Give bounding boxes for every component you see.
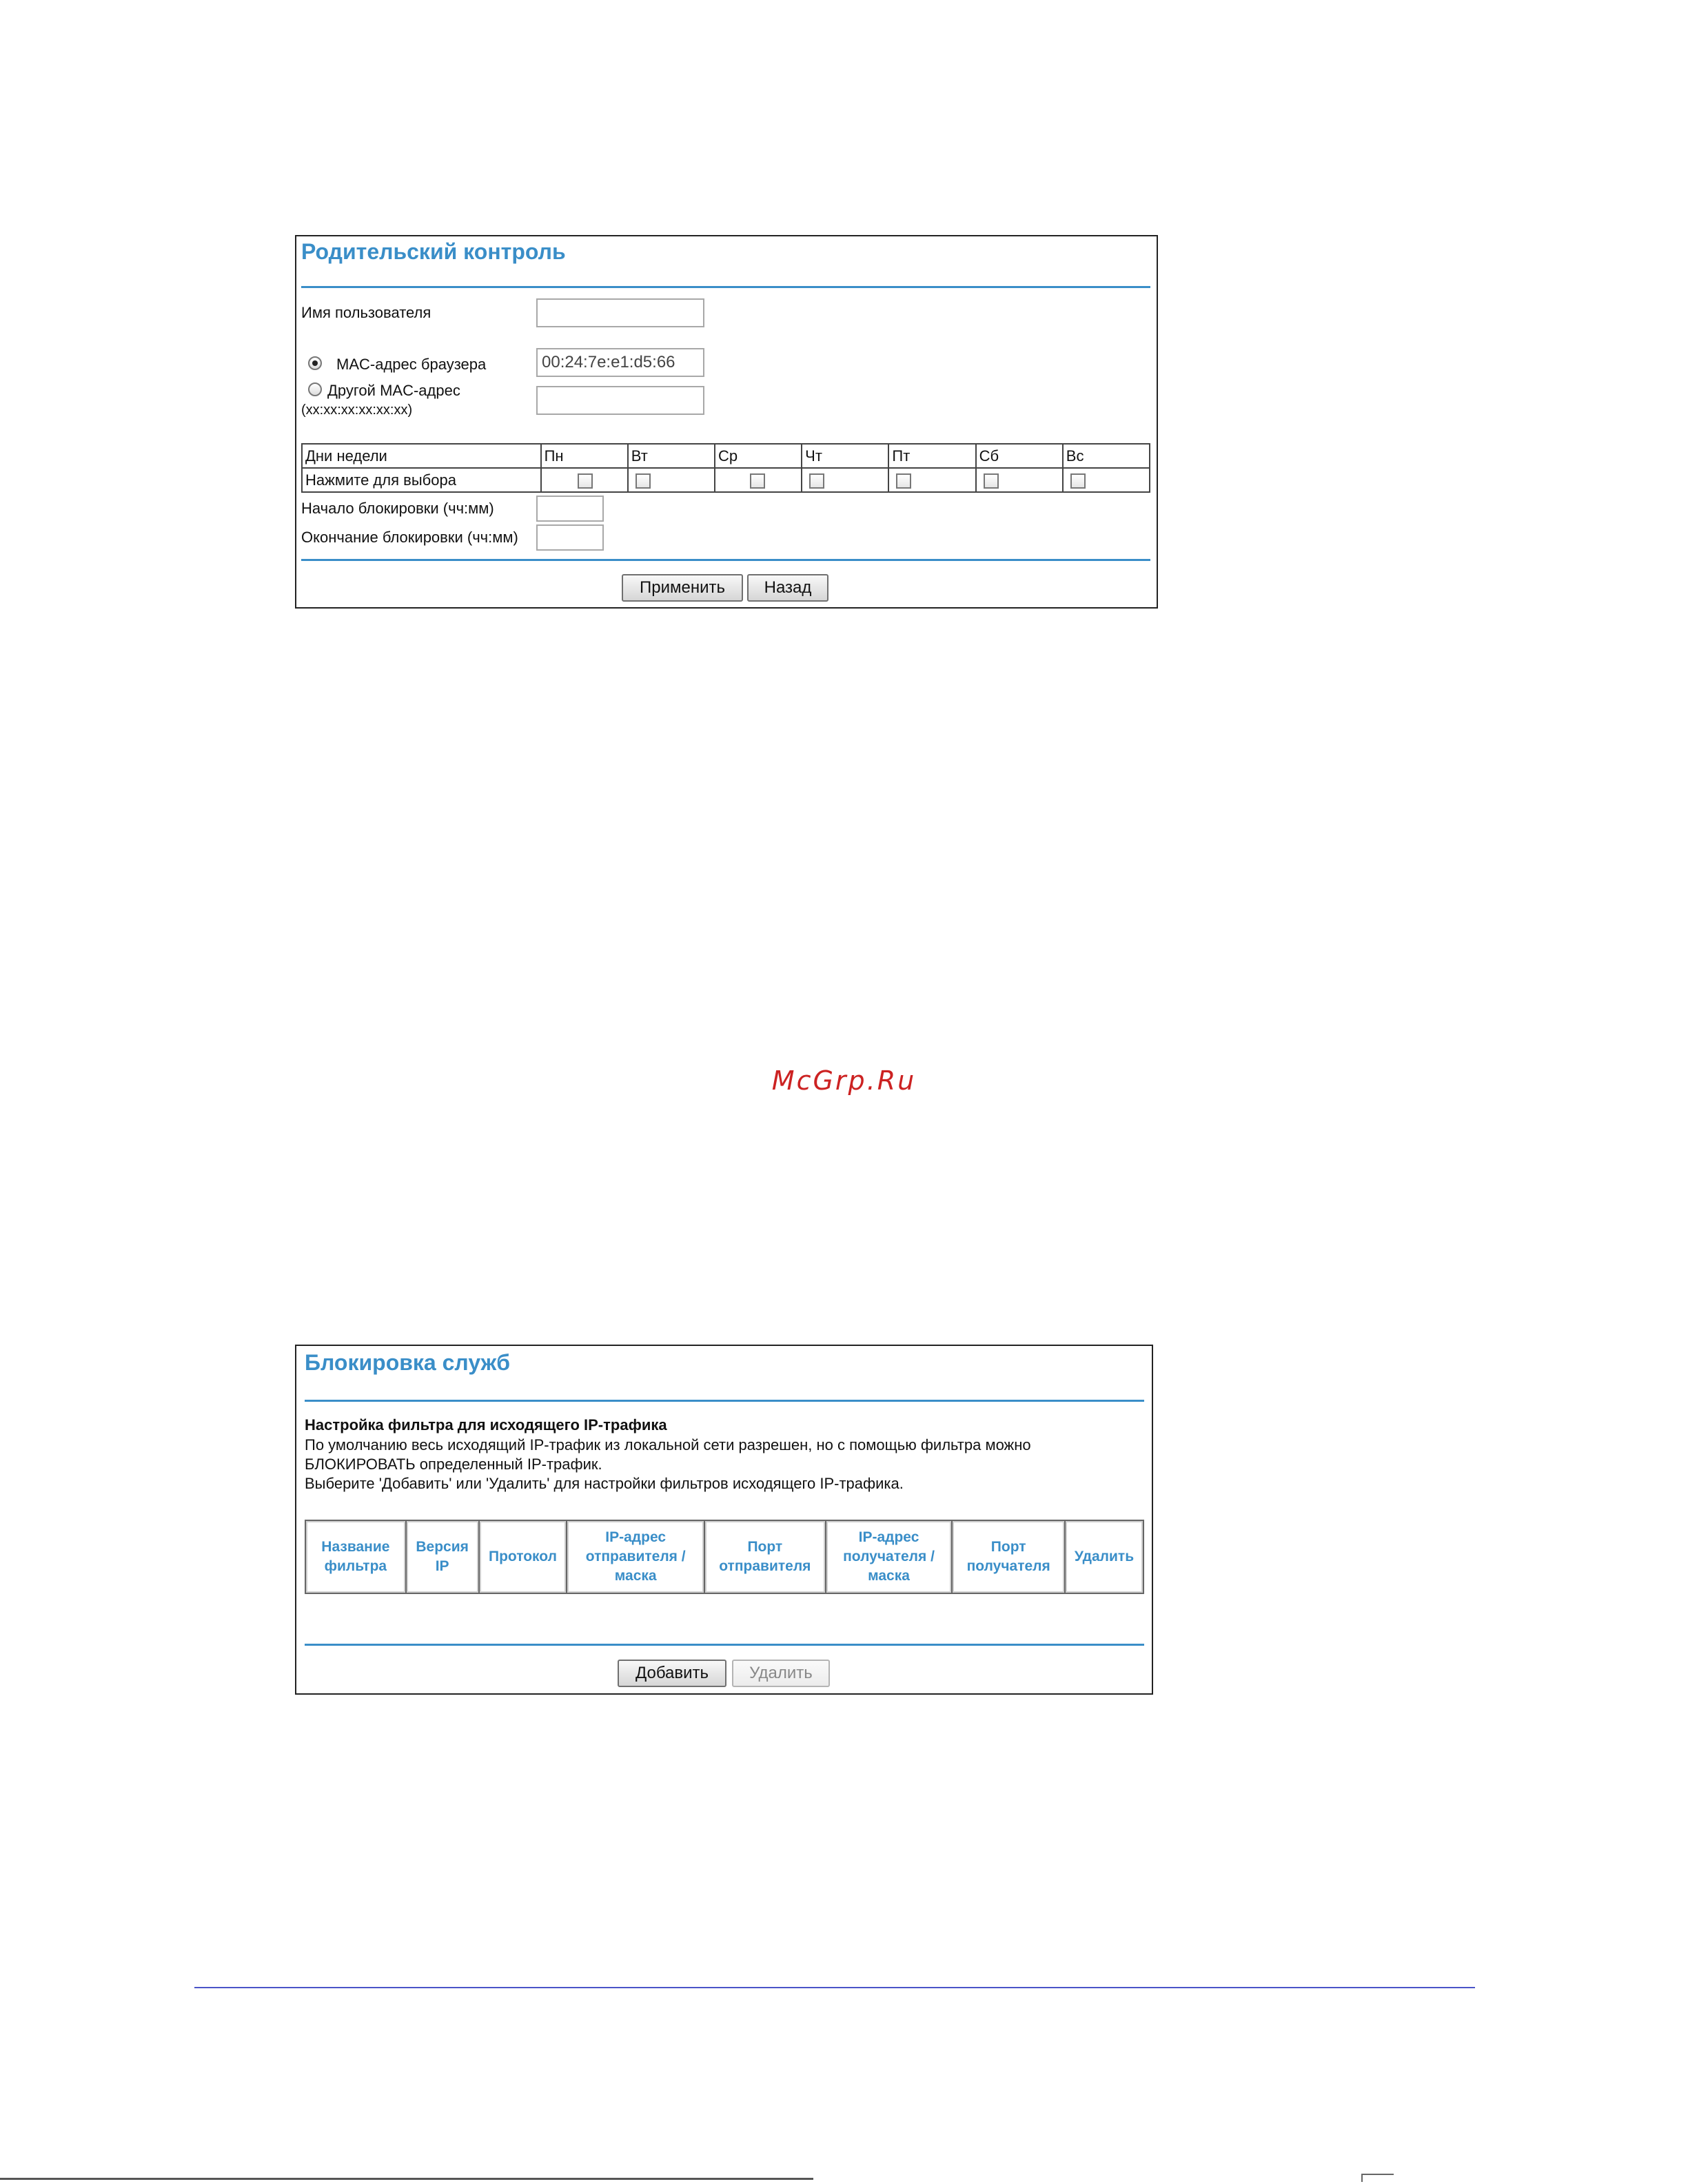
parental-control-panel [295, 235, 1158, 609]
service-block-panel [295, 1345, 1153, 1695]
select-label-cell: Нажмите для выбора [302, 468, 541, 492]
username-input[interactable] [536, 298, 704, 327]
other-mac-label: Другой MAC-адрес [327, 382, 460, 399]
watermark-text: McGrp.Ru [771, 1065, 917, 1096]
col-dest-ip: IP-адрес получателя / маска [826, 1520, 953, 1593]
other-mac-input[interactable] [536, 386, 704, 415]
checkbox-mon[interactable] [578, 473, 593, 489]
filter-description-line3: Выберите 'Добавить' или 'Удалить' для настройки фильтров исходящего IP-трафика. [305, 1475, 904, 1492]
block-start-input[interactable] [536, 496, 604, 522]
footer-divider [194, 1987, 1475, 1988]
day-tue: Вт [628, 444, 715, 468]
filter-subtitle: Настройка фильтра для исходящего IP-трафика [305, 1416, 667, 1433]
mac-browser-input[interactable]: 00:24:7e:e1:d5:66 [536, 348, 704, 377]
col-source-ip: IP-адрес отправителя / маска [567, 1520, 704, 1593]
checkbox-tue[interactable] [635, 473, 651, 489]
services-title: Блокировка служб [305, 1350, 510, 1375]
apply-button[interactable]: Применить [622, 574, 743, 602]
day-mon: Пн [541, 444, 628, 468]
col-delete: Удалить [1065, 1520, 1143, 1593]
add-button[interactable]: Добавить [618, 1660, 726, 1687]
col-filter-name: Название фильтра [305, 1520, 406, 1593]
weekday-table [301, 443, 1150, 493]
day-wed: Ср [715, 444, 802, 468]
filter-header-row [305, 1520, 1143, 1593]
filter-description-line2: БЛОКИРОВАТЬ определенный IP-трафик. [305, 1456, 602, 1473]
bottom-divider [301, 559, 1150, 561]
mac-format-hint: (xx:xx:xx:xx:xx:xx) [301, 402, 413, 418]
checkbox-wed[interactable] [750, 473, 765, 489]
page-corner-mark [1361, 2174, 1394, 2182]
title-divider [301, 286, 1150, 288]
other-mac-radio[interactable] [308, 382, 322, 396]
day-thu: Чт [802, 444, 888, 468]
block-start-label: Начало блокировки (чч:мм) [301, 500, 494, 517]
username-label: Имя пользователя [301, 304, 431, 321]
days-header-cell: Дни недели [302, 444, 541, 468]
bottom-divider [305, 1644, 1144, 1646]
parental-title: Родительский контроль [301, 239, 566, 264]
col-dest-port: Порт получателя [952, 1520, 1065, 1593]
mac-browser-radio[interactable] [308, 356, 322, 370]
weekday-select-row [302, 468, 1150, 492]
day-sun: Вс [1063, 444, 1150, 468]
filter-description-line1: По умолчанию весь исходящий IP-трафик из локальной сети разрешен, но с помощью фильтра можно [305, 1436, 1031, 1453]
checkbox-thu[interactable] [809, 473, 824, 489]
delete-button[interactable]: Удалить [732, 1660, 830, 1687]
checkbox-fri[interactable] [896, 473, 911, 489]
block-end-label: Окончание блокировки (чч:мм) [301, 529, 518, 546]
checkbox-sat[interactable] [984, 473, 999, 489]
day-sat: Сб [976, 444, 1063, 468]
filter-table [305, 1520, 1144, 1594]
col-source-port: Порт отправителя [704, 1520, 826, 1593]
title-divider [305, 1400, 1144, 1402]
mac-browser-label: MAC-адрес браузера [336, 356, 487, 373]
page-bottom-edge [0, 2178, 813, 2180]
block-end-input[interactable] [536, 524, 604, 551]
day-fri: Пт [888, 444, 975, 468]
col-ip-version: Версия IP [406, 1520, 479, 1593]
col-protocol: Протокол [479, 1520, 567, 1593]
back-button[interactable]: Назад [747, 574, 828, 602]
weekday-header-row [302, 444, 1150, 468]
checkbox-sun[interactable] [1070, 473, 1086, 489]
